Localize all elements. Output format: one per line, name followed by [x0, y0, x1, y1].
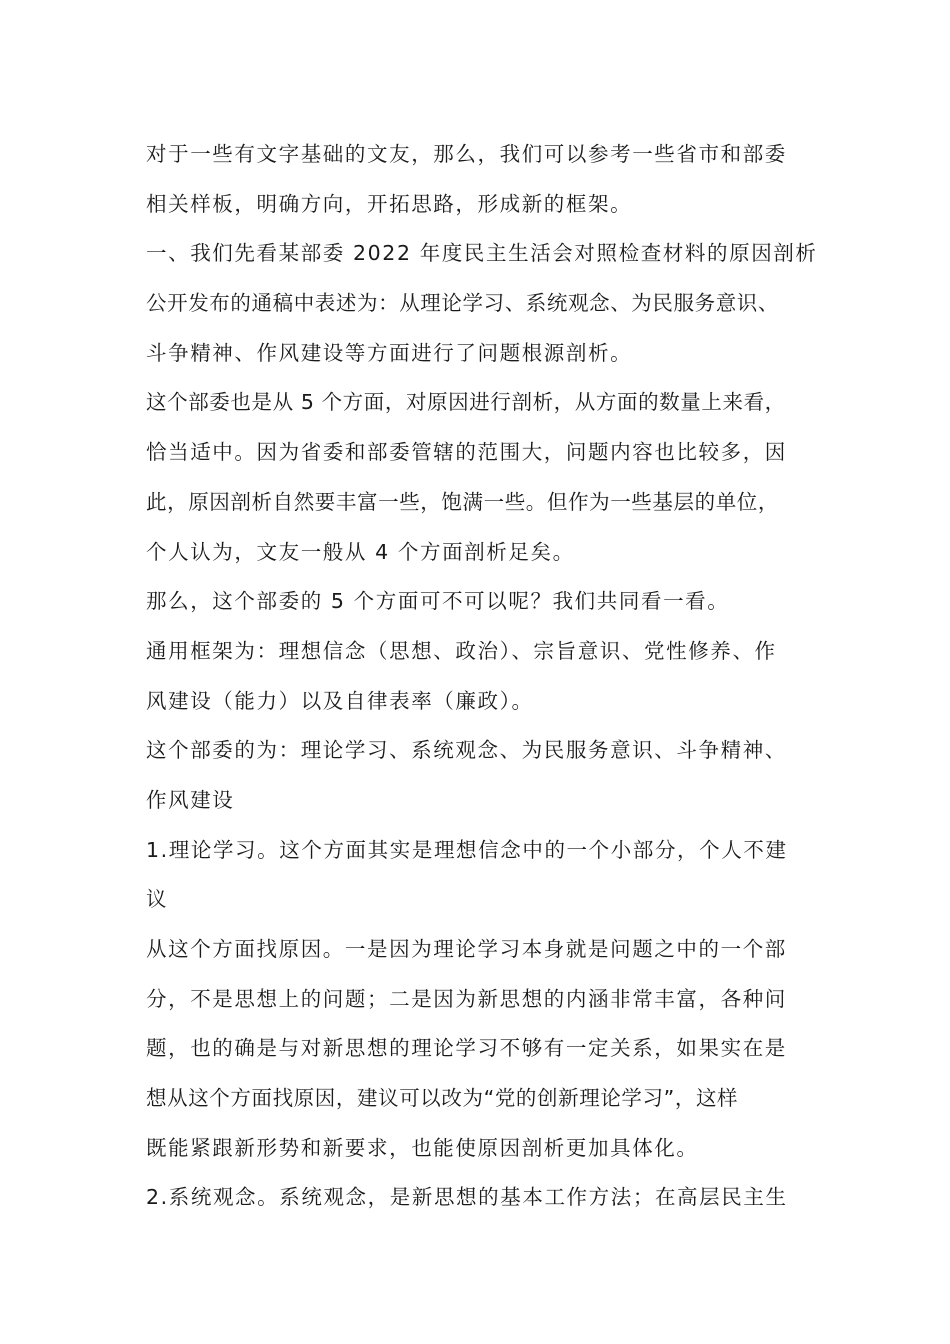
text-line: 对于一些有文字基础的文友，那么，我们可以参考一些省市和部委: [146, 142, 787, 166]
text-line: 相关样板，明确方向，开拓思路，形成新的框架。: [146, 191, 633, 216]
text-line: 题，也的确是与对新思想的理论学习不够有一定关系，如果实在是: [146, 1036, 787, 1061]
text-line: 那么，这个部委的 5 个方面可不可以呢？我们共同看一看。: [146, 589, 730, 614]
text-line: 个人认为，文友一般从 4 个方面剖析足矣。: [146, 539, 575, 564]
text-line: 2.系统观念。系统观念，是新思想的基本工作方法；在高层民主生: [146, 1185, 788, 1210]
text-line: 斗争精神、作风建设等方面进行了问题根源剖析。: [146, 340, 633, 365]
text-line: 既能紧跟新形势和新要求，也能使原因剖析更加具体化。: [146, 1135, 699, 1160]
text-line: 此，原因剖析自然要丰富一些，饱满一些。但作为一些基层的单位，: [146, 489, 779, 514]
text-line: 1.理论学习。这个方面其实是理想信念中的一个小部分，个人不建: [146, 837, 788, 862]
text-line: 分，不是思想上的问题；二是因为新思想的内涵非常丰富，各种问: [146, 986, 787, 1011]
text-line: 恰当适中。因为省委和部委管辖的范围大，问题内容也比较多，因: [146, 440, 787, 465]
text-line: 想从这个方面找原因，建议可以改为“党的创新理论学习”，这样: [146, 1086, 739, 1111]
text-line: 这个部委也是从 5 个方面，对原因进行剖析，从方面的数量上来看，: [146, 390, 786, 415]
text-line: 通用框架为：理想信念（思想、政治）、宗旨意识、党性修养、作: [146, 638, 777, 663]
text-line: 作风建设: [146, 787, 235, 812]
document-body: [146, 130, 836, 1223]
text-line: 从这个方面找原因。一是因为理论学习本身就是问题之中的一个部: [146, 937, 787, 961]
text-line: 风建设（能力）以及自律表率（廉政）。: [146, 688, 534, 713]
text-line: 公开发布的通稿中表述为：从理论学习、系统观念、为民服务意识、: [146, 291, 779, 316]
text-line: 一、我们先看某部委 2022 年度民主生活会对照检查材料的原因剖析: [146, 241, 818, 266]
text-line: 议: [146, 887, 169, 912]
text-line: 这个部委的为：理论学习、系统观念、为民服务意识、斗争精神、: [146, 738, 787, 763]
